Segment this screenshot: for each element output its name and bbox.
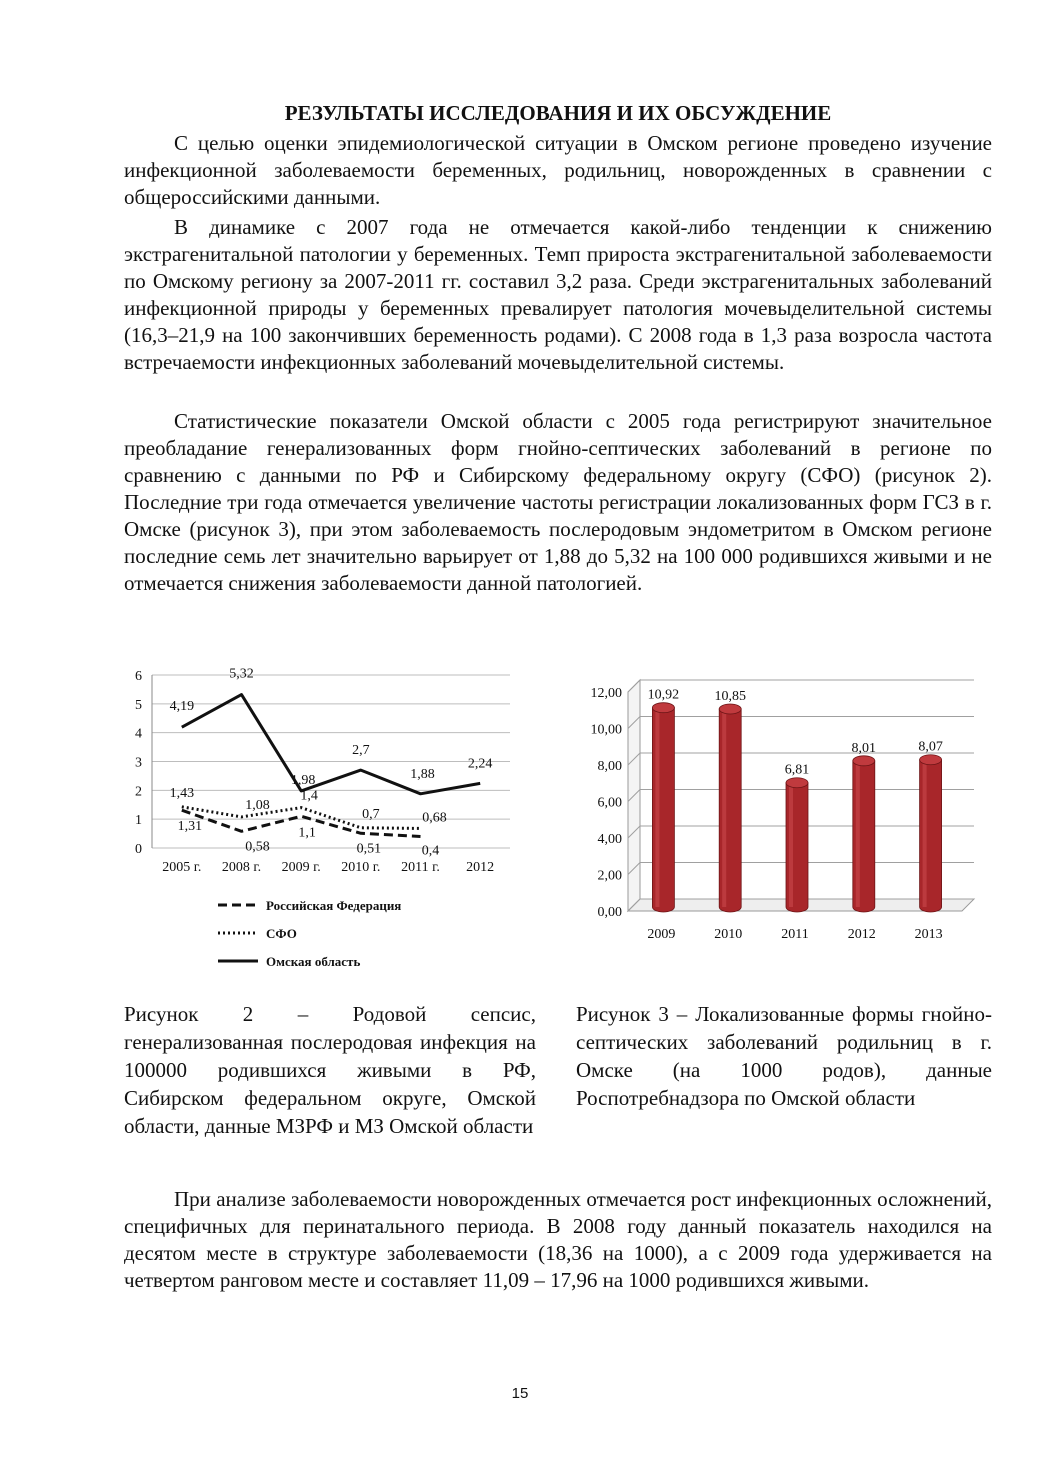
y-tick-label: 3 [135,755,142,771]
y-tick-label: 6,00 [597,795,622,811]
y-tick-label: 0 [135,842,142,857]
legend-label: СФО [266,926,297,941]
bar-top [920,755,942,765]
data-label: 0,58 [245,839,270,855]
paragraph-text: Статистические показатели Омской области с 2005 года регистрируют значительное преобладание генерализованных форм гнойно-септических заболеваний в регионе по сравнению с данными по РФ и Сибирскому федеральному округу (СФО) (рисунок 2). Последние три года отмечается увеличение частоты регистрации локализованных форм ГСЗ в г. Омске (рисунок 3), при этом заболеваемость послеродовым эндометритом в Омском регионе последние семь лет значительно варьирует от 1,88 до 5,32 на 100 000 родившихся живыми и не отмечается снижения заболеваемости данной патологией. [124,409,992,595]
data-label: 4,19 [169,699,195,715]
bar-highlight [722,709,726,907]
y-tick-label: 0,00 [597,905,622,920]
bar-2010 [719,704,741,912]
x-tick-label: 2010 [714,927,743,942]
paragraph-text: С целью оценки эпидемиологической ситуации в Омском регионе проведено изучение инфекционной заболеваемости беременных, родильниц, новорожденных в сравнении с общероссийскими данными. [124,131,992,209]
legend-label: Омская область [266,954,361,969]
bar-highlight [655,708,659,907]
page-number: 15 [511,1385,529,1402]
data-label: 10,85 [714,688,746,704]
x-tick-label: 2005 г. [162,860,202,875]
bar-highlight [856,761,860,907]
x-tick-label: 2010 г. [341,860,381,875]
data-label: 10,92 [647,687,680,703]
x-tick-label: 2008 г. [221,860,262,875]
bar-highlight [923,760,927,907]
paragraph-2 [124,214,992,376]
figure-3-caption: Рисунок 3 – Локализованные формы гнойно-септических заболеваний родильниц в г. Омске (на 1000 родов), данные Роспотребнадзора по Омской области [576,1002,992,1110]
data-label: 0,51 [356,841,382,857]
data-label: 1,98 [290,772,316,788]
data-label: 2,7 [352,743,370,759]
y-tick-label: 10,00 [590,722,622,738]
section-heading: РЕЗУЛЬТАТЫ ИССЛЕДОВАНИЯ И ИХ ОБСУЖДЕНИЕ [284,101,832,125]
data-label: 1,43 [169,785,195,801]
paragraph-3 [124,408,992,597]
y-tick-label: 4,00 [597,832,622,847]
paragraph-text: При анализе заболеваемости новорожденных отмечается рост инфекционных осложнений, специфичных для перинатального периода. В 2008 году данный показатель находился на десятом месте в структуре заболеваемости (18,36 на 1000), а с 2009 года удерживается на четвертом ранговом месте и составляет 11,09 – 17,96 на 1000 родившихся живыми. [124,1187,992,1292]
paragraph-text: В динамике с 2007 года не отмечается какой-либо тенденции к снижению экстрагенитальной патологии у беременных. Темп прироста экстрагенитальной заболеваемости по Омскому региону за 2007-2011 гг. составил 3,2 раза. Среди экстрагенитальных заболеваний инфекционной природы у беременных превалирует патология мочевыделительной системы (16,3–21,9 на 100 закончивших беременность родами). С 2008 года в 1,3 раза возросла частота встречаемости инфекционных заболеваний мочевыделительной системы. [124,215,992,374]
bar-top [652,703,674,713]
data-label: 5,32 [229,666,254,682]
y-tick-label: 5 [135,697,142,713]
bar-highlight [789,783,793,907]
data-label: 0,68 [422,810,447,826]
x-tick-label: 2009 г. [281,860,321,875]
bar-2009 [652,703,674,912]
x-tick-label: 2011 [781,927,809,942]
data-label: 2,24 [467,756,493,772]
bar-2011 [786,778,808,912]
figure-2-line-chart [110,655,530,975]
y-tick-label: 2,00 [597,868,622,884]
data-label: 8,07 [918,739,943,755]
paragraph-1 [124,130,992,211]
gridline [628,717,974,729]
data-label: 8,01 [851,740,877,756]
y-tick-label: 4 [135,726,142,742]
bar-2012 [853,756,875,912]
y-tick-label: 2 [135,784,142,800]
bar-top [786,778,808,788]
figure-3-bar-chart [570,670,990,950]
x-tick-label: 2012 [847,927,876,942]
bar-top [719,704,741,714]
y-tick-label: 12,00 [590,686,622,701]
data-label: 1,88 [410,766,435,782]
data-label: 1,08 [245,797,270,813]
y-tick-label: 1 [135,813,142,829]
series-line [182,695,480,794]
legend-label: Российская Федерация [266,898,402,913]
bar-top [853,756,875,766]
data-label: 1,4 [300,788,318,804]
y-tick-label: 6 [135,669,142,684]
y-tick-label: 8,00 [597,759,622,774]
x-tick-label: 2011 г. [401,860,440,875]
data-label: 6,81 [784,762,810,778]
x-tick-label: 2013 [914,927,943,942]
x-tick-label: 2009 [647,927,676,942]
gridline [628,680,974,692]
x-tick-label: 2012 [466,860,495,875]
data-label: 1,31 [177,819,203,835]
data-label: 0,7 [362,806,380,822]
data-label: 1,1 [298,825,316,841]
figure-2-caption: Рисунок 2 – Родовой сепсис, генерализованная послеродовая инфекция на 100000 родившихся живыми в РФ, Сибирском федеральном округе, Омской области, данные МЗРФ и МЗ Омской области [124,1002,536,1138]
data-label: 0,4 [421,843,440,859]
paragraph-4 [124,1186,992,1294]
bar-2013 [920,755,942,912]
